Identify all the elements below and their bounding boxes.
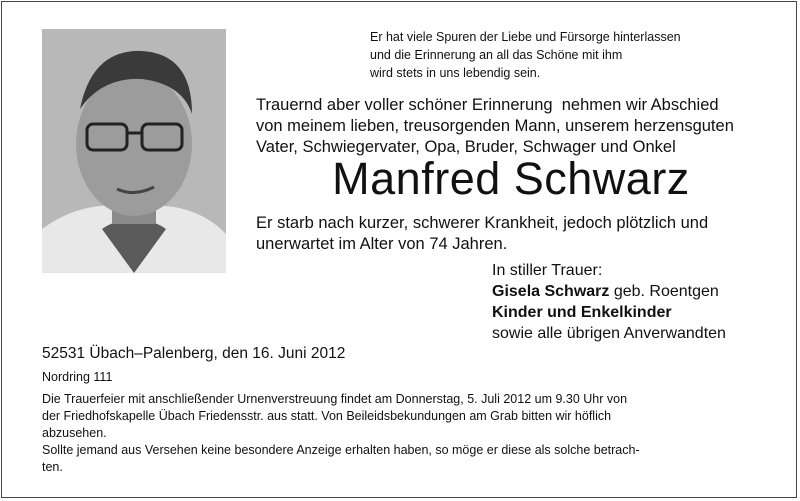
notice-line: ten. bbox=[42, 460, 63, 474]
quote-line: wird stets in uns lebendig sein. bbox=[370, 66, 541, 80]
memorial-quote bbox=[370, 28, 765, 82]
funeral-notice bbox=[42, 391, 762, 476]
intro-line: Vater, Schwiegervater, Opa, Bruder, Schwager und Onkel bbox=[256, 138, 676, 156]
spouse-line bbox=[492, 281, 782, 302]
notice-line: Die Trauerfeier mit anschließender Urnenverstreuung findet am Donnerstag, 5. Juli 2012 um 9.30 Uhr von bbox=[42, 392, 628, 406]
quote-line: und die Erinnerung an all das Schöne mit ihm bbox=[370, 48, 623, 62]
notice-line: der Friedhofskapelle Übach Friedensstr. aus statt. Von Beileidsbekundungen am Grab bitten wir höflich bbox=[42, 409, 612, 423]
place-date: 52531 Übach–Palenberg, den 16. Juni 2012 bbox=[42, 345, 346, 362]
death-line: unerwartet im Alter von 74 Jahren. bbox=[256, 235, 508, 253]
street-address: Nordring 111 bbox=[42, 370, 113, 384]
mourners-block bbox=[492, 260, 782, 344]
spouse-name: Gisela Schwarz bbox=[492, 283, 610, 300]
portrait-photo bbox=[42, 29, 226, 273]
relatives-line: sowie alle übrigen Anverwandten bbox=[492, 325, 726, 342]
intro-line: Trauernd aber voller schöner Erinnerung nehmen wir Abschied bbox=[256, 96, 719, 114]
intro-text bbox=[256, 95, 766, 158]
mourners-heading: In stiller Trauer: bbox=[492, 262, 603, 279]
notice-line: abzusehen. bbox=[42, 426, 107, 440]
death-notice bbox=[256, 213, 766, 255]
death-line: Er starb nach kurzer, schwerer Krankheit, jedoch plötzlich und bbox=[256, 214, 709, 232]
deceased-name: Manfred Schwarz bbox=[332, 153, 690, 204]
notice-line: Sollte jemand aus Versehen keine besondere Anzeige erhalten haben, so möge er diese als solche betrach- bbox=[42, 443, 640, 457]
spouse-maiden-name: geb. Roentgen bbox=[609, 283, 719, 300]
children-line: Kinder und Enkelkinder bbox=[492, 304, 672, 321]
intro-line: von meinem lieben, treusorgenden Mann, unserem herzensguten bbox=[256, 117, 734, 135]
quote-line: Er hat viele Spuren der Liebe und Fürsorge hinterlassen bbox=[370, 30, 681, 44]
